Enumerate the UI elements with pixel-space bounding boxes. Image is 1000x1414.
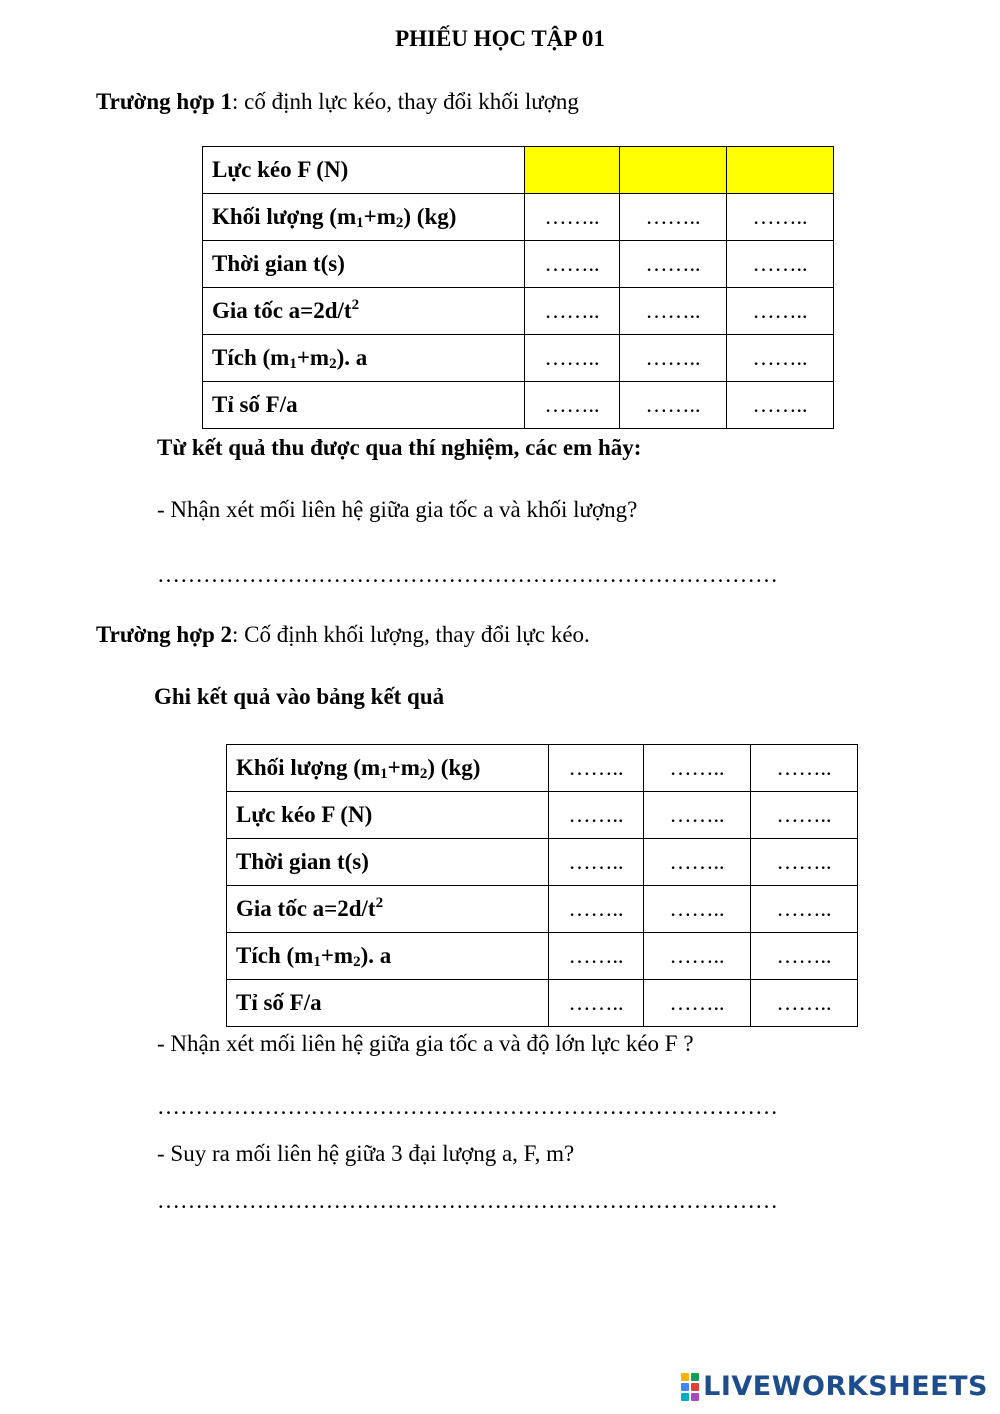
row-label-part: 2	[353, 954, 361, 970]
answer-cell[interactable]: ……..	[620, 382, 727, 429]
row-label-part: 2	[351, 297, 360, 313]
answer-cell[interactable]: ……..	[525, 194, 620, 241]
row-label-part: +m	[296, 345, 330, 370]
case1-label: Trường hợp 1	[96, 89, 232, 114]
table-row	[227, 933, 858, 980]
table-row	[203, 382, 834, 429]
answer-cell[interactable]: ……..	[525, 288, 620, 335]
row-label-part: ) (kg)	[403, 204, 457, 229]
case2-question-1: - Nhận xét mối liên hệ giữa gia tốc a và độ lớn lực kéo F ?	[157, 1031, 694, 1056]
answer-cell[interactable]: ……..	[751, 886, 858, 933]
liveworksheets-brand-text: LIVEWORKSHEETS	[703, 1371, 988, 1402]
row-label-part: 2	[375, 895, 384, 911]
case2-question-2: - Suy ra mối liên hệ giữa 3 đại lượng a, F, m?	[157, 1141, 575, 1166]
answer-cell[interactable]: ……..	[525, 241, 620, 288]
case1-answer-line[interactable]: ………………………………………………………………………	[157, 562, 778, 587]
row-label: Lực kéo F (N)	[203, 147, 525, 194]
row-label-part: Khối lượng (m	[212, 204, 357, 229]
answer-cell[interactable]: ……..	[644, 839, 751, 886]
table-row	[227, 839, 858, 886]
case2-answer-line-1[interactable]: ………………………………………………………………………	[157, 1094, 778, 1119]
answer-cell[interactable]: ……..	[751, 745, 858, 792]
row-label-part: 1	[289, 356, 297, 372]
table-row	[227, 792, 858, 839]
row-label-part: Khối lượng (m	[236, 755, 381, 780]
row-label	[203, 288, 525, 335]
answer-cell[interactable]	[525, 147, 620, 194]
row-label-part: Tích (m	[236, 943, 314, 968]
row-label-part: Tích (m	[212, 345, 290, 370]
answer-cell[interactable]: ……..	[727, 194, 834, 241]
answer-cell[interactable]: ……..	[727, 288, 834, 335]
row-label	[203, 335, 525, 382]
row-label: Tỉ số F/a	[203, 382, 525, 429]
answer-cell[interactable]: ……..	[620, 288, 727, 335]
answer-cell[interactable]: ……..	[751, 933, 858, 980]
answer-cell[interactable]: ……..	[525, 382, 620, 429]
row-label	[227, 933, 549, 980]
logo-square	[691, 1383, 699, 1391]
case1-text: : cố định lực kéo, thay đổi khối lượng	[232, 89, 579, 114]
answer-cell[interactable]	[620, 147, 727, 194]
answer-cell[interactable]: ……..	[549, 980, 644, 1027]
row-label-part: ). a	[336, 345, 368, 370]
table-row	[227, 745, 858, 792]
case1-table	[202, 146, 834, 429]
table-row	[203, 241, 834, 288]
answer-cell[interactable]: ……..	[727, 382, 834, 429]
liveworksheets-logo-icon	[681, 1373, 699, 1401]
answer-cell[interactable]	[727, 147, 834, 194]
row-label-part: 2	[419, 766, 428, 782]
logo-square	[681, 1373, 689, 1381]
row-label	[227, 886, 549, 933]
answer-cell[interactable]: ……..	[549, 933, 644, 980]
table-row	[203, 147, 834, 194]
case2-text: : Cố định khối lượng, thay đổi lực kéo.	[232, 622, 590, 647]
table-row	[203, 194, 834, 241]
row-label-part: Gia tốc a=2d/t	[212, 298, 352, 323]
answer-cell[interactable]: ……..	[549, 886, 644, 933]
case2-answer-line-2[interactable]: ………………………………………………………………………	[157, 1188, 778, 1213]
table-row	[227, 980, 858, 1027]
case1-question: - Nhận xét mối liên hệ giữa gia tốc a và khối lượng?	[157, 497, 638, 522]
answer-cell[interactable]: ……..	[549, 745, 644, 792]
answer-cell[interactable]: ……..	[644, 886, 751, 933]
row-label-part: 2	[395, 215, 404, 231]
row-label-part: 1	[380, 766, 388, 782]
row-label: Tỉ số F/a	[227, 980, 549, 1027]
answer-cell[interactable]: ……..	[727, 241, 834, 288]
answer-cell[interactable]: ……..	[549, 839, 644, 886]
answer-cell[interactable]: ……..	[644, 933, 751, 980]
row-label-part: 2	[329, 356, 337, 372]
row-label-part: +m	[363, 204, 396, 229]
row-label-part: Gia tốc a=2d/t	[236, 896, 376, 921]
case2-intro	[96, 622, 590, 648]
row-label-part: +m	[387, 755, 420, 780]
row-label	[227, 745, 549, 792]
liveworksheets-logo	[681, 1371, 988, 1402]
answer-cell[interactable]: ……..	[644, 745, 751, 792]
case1-conclusion-heading: Từ kết quả thu được qua thí nghiệm, các em hãy:	[157, 435, 642, 460]
case1-intro	[96, 89, 579, 115]
row-label	[203, 194, 525, 241]
row-label: Thời gian t(s)	[227, 839, 549, 886]
case2-instruction: Ghi kết quả vào bảng kết quả	[154, 684, 445, 709]
page-title: PHIẾU HỌC TẬP 01	[395, 26, 605, 51]
answer-cell[interactable]: ……..	[549, 792, 644, 839]
row-label-part: 1	[356, 215, 364, 231]
table-row	[203, 288, 834, 335]
case2-label: Trường hợp 2	[96, 622, 232, 647]
row-label-part: 1	[313, 954, 321, 970]
row-label-part: +m	[320, 943, 354, 968]
answer-cell[interactable]: ……..	[644, 980, 751, 1027]
logo-square	[691, 1393, 699, 1401]
table-row	[227, 886, 858, 933]
row-label-part: ). a	[360, 943, 392, 968]
row-label: Lực kéo F (N)	[227, 792, 549, 839]
table-row	[203, 335, 834, 382]
answer-cell[interactable]: ……..	[727, 335, 834, 382]
answer-cell[interactable]: ……..	[751, 839, 858, 886]
logo-square	[681, 1383, 689, 1391]
logo-square	[681, 1393, 689, 1401]
row-label: Thời gian t(s)	[203, 241, 525, 288]
case2-table	[226, 744, 858, 1027]
answer-cell[interactable]: ……..	[644, 792, 751, 839]
answer-cell[interactable]: ……..	[620, 241, 727, 288]
answer-cell[interactable]: ……..	[620, 194, 727, 241]
row-label-part: ) (kg)	[427, 755, 481, 780]
answer-cell[interactable]: ……..	[751, 980, 858, 1027]
logo-square	[691, 1373, 699, 1381]
answer-cell[interactable]: ……..	[751, 792, 858, 839]
answer-cell[interactable]: ……..	[525, 335, 620, 382]
answer-cell[interactable]: ……..	[620, 335, 727, 382]
